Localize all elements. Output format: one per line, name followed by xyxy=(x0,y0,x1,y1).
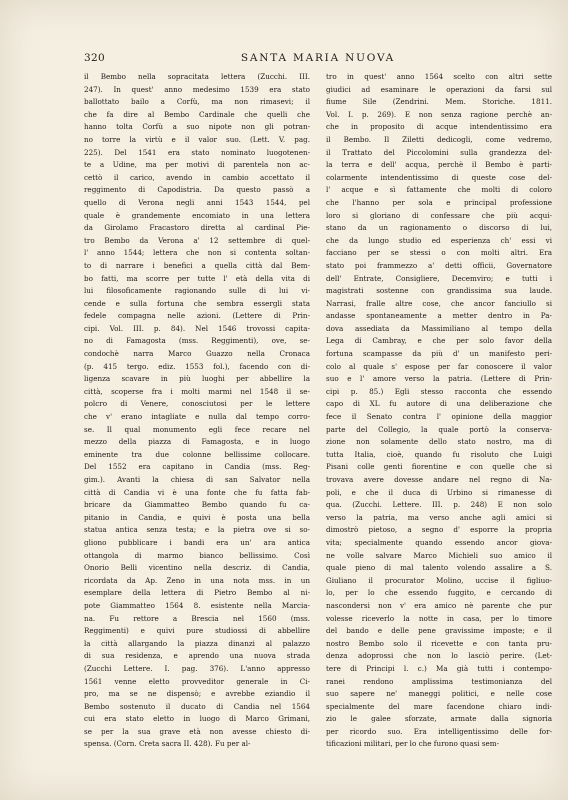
text-line: spensa. (Corn. Creta sacra II. 428). Fu per al- xyxy=(84,739,251,749)
text-line: bo fatti, ma scorre per tutte l' età della vita di xyxy=(84,273,310,283)
text-line: tificazioni militari, per lo che furono quasi sem- xyxy=(326,739,500,749)
text-line: la terra e dell' acqua, perchè il Bembo è parti- xyxy=(326,160,552,170)
text-line: eminente tra due colonne bellissime collocare. xyxy=(84,449,310,459)
text-line: 247). In quest' anno medesimo 1539 era stato xyxy=(84,84,310,94)
text-line: vita; specialmente quando essendo ancor giova- xyxy=(326,537,552,547)
text-line: trovava avere dovesse andare nel regno di Na- xyxy=(326,475,552,484)
text-line: fece il Senato contra l' opinione della maggior xyxy=(326,412,552,422)
text-line: il Bembo nella sopracitata lettera (Zucchi. III. xyxy=(84,72,310,81)
text-line: il Bembo. Il Ziletti dedicogli, come vedremo, xyxy=(326,134,552,144)
text-line: che da lungo studio ed esperienza ch' essi vi xyxy=(326,235,552,245)
text-line: stano da un ragionamento o discorso di lui, xyxy=(326,223,552,233)
text-line: nostro Bembo solo il ricevette e con tanta pru- xyxy=(326,638,552,648)
text-line: Pisani colle genti fiorentine e con quelle che si xyxy=(326,462,552,472)
text-line: fortuna scampasse da più d' un manifesto peri- xyxy=(326,349,552,359)
text-line: che in proposito di acque intendentissimo era xyxy=(326,122,552,132)
text-line: reggimento di Capodistria. Da questo passò a xyxy=(84,185,310,195)
text-line: da Girolamo Fracastoro diretta al cardinal Pie- xyxy=(84,223,310,233)
text-line: l' anno 1544; lettera che non si contenta soltan- xyxy=(84,248,310,258)
text-line: il Trattato del Piccolomini sulla grandezza del- xyxy=(326,147,552,157)
text-line: suo e l' amore verso la patria. (Lettere di Prin- xyxy=(326,374,552,384)
text-line: te a Udine, ma per motivi di parentela non ac- xyxy=(84,160,310,170)
text-line: cipi p. 85.) Egli stesso racconta che essendo xyxy=(326,386,552,396)
text-line: la città allargando la piazza dinanzi al palazzo xyxy=(84,638,310,648)
text-line: ranei rendono amplissima testimonianza del xyxy=(326,676,552,686)
text-line: no di Famagosta (mss. Reggimenti), ove, se- xyxy=(84,336,310,346)
running-title: SANTA MARIA NUOVA xyxy=(240,52,396,64)
text-line: se. Il qual monumento egli fece recare nel xyxy=(84,424,310,434)
text-line: capo di XL fu autore di una deliberazione che xyxy=(326,399,552,409)
text-line: dova assediata da Massimiliano al tempo della xyxy=(326,323,552,333)
text-line: tro in quest' anno 1564 scelto con altri sette xyxy=(326,72,552,81)
text-line: Lega di Cambray, e che per solo favor della xyxy=(326,336,552,346)
text-line: ne volle salvare Marco Michieli suo amico il xyxy=(326,550,552,560)
text-line: facciano per se stessi o con molti altri. Era xyxy=(326,248,552,258)
text-line: (p. 415 tergo. ediz. 1553 fol.), facendo con di- xyxy=(84,361,310,371)
text-line: di sua residenza, e aprendo una nuova strada xyxy=(84,651,310,661)
right-column xyxy=(326,71,552,751)
text-line: cui era stato eletto in luogo di Marco Grimani, xyxy=(84,714,310,724)
text-line: Del 1552 era capitano in Candia (mss. Reg- xyxy=(84,462,310,472)
text-line: Giuliano il procurator Molino, uccise il figliuo- xyxy=(326,575,552,585)
text-line: quale pieno di mal talento volendo assalire a S. xyxy=(326,563,552,573)
text-line: poli, e che il duca di Urbino si rimanesse di xyxy=(326,487,552,497)
text-line: se per la sua grave età non avesse chiesto di- xyxy=(84,726,310,736)
text-line: città, scoperse fra i molti marmi nel 1548 il se- xyxy=(84,386,310,396)
text-line: Reggimenti) e quivi pure studiossi di abbellire xyxy=(84,626,310,636)
text-line: statua antica senza testa; e la pietra ove si so- xyxy=(84,525,310,535)
text-line: gliono pubblicare i bandi era un' ara antica xyxy=(84,537,310,547)
text-line: dimostrò pietoso, a segno d' esporre la propria xyxy=(326,525,552,535)
text-line: città di Candia vi è una fonte che fu fatta fab- xyxy=(84,487,310,497)
text-line: denza adoprossi che non lo lasciò perire. (Let- xyxy=(326,651,552,661)
text-line: 1561 venne eletto provveditor generale in Ci- xyxy=(84,676,310,686)
text-line: lui filosoficamente ragionando sulle di lui vi- xyxy=(84,286,310,296)
text-line: stato poi frammezzo a' detti officii, Governatore xyxy=(326,260,552,270)
text-line: quello di Verona negli anni 1543 1544, pel xyxy=(84,197,310,207)
text-line: che v' erano intagliate e nulla dal tempo corro- xyxy=(84,412,310,422)
text-line: to di narrare i benefici a quella città dal Bem- xyxy=(84,260,310,270)
text-line: ballottato bailo a Corfù, ma non rimasevi; il xyxy=(84,97,310,107)
left-column xyxy=(84,71,310,751)
text-line: l' acque e sì fattamente che molti di coloro xyxy=(326,185,552,195)
text-line: polcro di Venere, conosciutosi per le lettere xyxy=(84,399,310,409)
text-line: dell' Entrate, Consigliere, Decemviro; e tutti i xyxy=(326,273,552,283)
text-line: nascondersi non v' era amico nè parente che pur xyxy=(326,600,552,610)
text-line: tere di Principi l. c.) Ma già tutti i contempo- xyxy=(326,663,552,673)
text-line: cettò il carico, avendo in cambio accettato il xyxy=(84,172,310,182)
text-line: loro si gloriano di confessare che più acqui- xyxy=(326,210,552,220)
text-line: (Zucchi Lettere. I. pag. 376). L'anno appresso xyxy=(84,663,310,673)
text-line: Bembo sostenuto il ducato di Candia nel 1564 xyxy=(84,701,310,711)
text-line: tro Bembo da Verona a' 12 settembre di quel- xyxy=(84,235,310,245)
text-line: bricare da Giammatteo Bembo quando fu ca- xyxy=(84,500,310,510)
text-line: pro, ma se ne dispensò; e avrebbe eziandio il xyxy=(84,689,310,699)
text-line: zione non solamente dello stato nostro, ma di xyxy=(326,437,552,447)
text-line: quale è grandemente encomiato in una lettera xyxy=(84,210,310,220)
text-line: esemplare della lettera di Pietro Bembo al ni- xyxy=(84,588,310,598)
text-line: fedele compagna nelle azioni. (Lettere di Prin- xyxy=(84,311,310,321)
text-line: no torre la virtù e il valor suo. (Lett. V. pag. xyxy=(84,134,310,144)
text-line: Onorio Belli vicentino nella descriz. di Candia, xyxy=(84,563,310,573)
text-line: cipi. Vol. III. p. 84). Nel 1546 trovossi capita- xyxy=(84,323,310,333)
text-line: ligenza scavare in più luoghi per abbellire la xyxy=(84,374,310,384)
text-line: colo al quale s' espose per far conoscere il valor xyxy=(326,361,552,371)
text-line: giudici ad esaminare le operazioni da farsi sul xyxy=(326,84,552,94)
text-line: cende e sulla fortuna che sembra essergli stata xyxy=(84,298,310,308)
text-line: pitanio in Candia, e quivi è posta una bella xyxy=(84,512,310,522)
text-line: fiume Sile (Zendrini. Mem. Storiche. 1811. xyxy=(326,97,552,107)
text-line: che fa dire al Bembo Cardinale che quelli che xyxy=(84,109,310,119)
text-line: colarmente intendentissimo di queste cose del- xyxy=(326,172,552,182)
text-line: per ricordo suo. Era intelligentissimo delle for- xyxy=(326,726,552,736)
text-line: Narrasi, fralle altre cose, che ancor fanciullo si xyxy=(326,298,552,308)
text-line: 225). Del 1541 era stato nominato luogotenen- xyxy=(84,147,310,157)
text-line: che l'hanno per sola e principal professione xyxy=(326,197,552,207)
text-line: condochè narra Marco Guazzo nella Cronaca xyxy=(84,349,310,359)
text-line: parte del Collegio, la quale portò la conserva- xyxy=(326,424,552,434)
page-number: 320 xyxy=(84,52,105,64)
text-line: del bando e delle pene gravissime imposte; e il xyxy=(326,626,552,636)
text-columns xyxy=(84,71,552,761)
text-line: qua. (Zucchi. Lettere. III. p. 248) E non solo xyxy=(326,500,552,510)
text-line: na. Fu rettore a Brescia nel 1560 (mss. xyxy=(84,613,310,623)
text-line: mezzo della piazza di Famagosta, e in luogo xyxy=(84,437,310,447)
text-line: Vol. I. p. 269). E non senza ragione perchè an- xyxy=(326,109,552,119)
text-line: specialmente del mare facendone chiaro indi- xyxy=(326,701,552,711)
text-line: pote Giammatteo 1564 8. esistente nella Marcia- xyxy=(84,600,310,610)
text-line: gim.). Avanti la chiesa di san Salvator nella xyxy=(84,475,310,484)
text-line: zio le galee sforzate, armate dalla signoria xyxy=(326,714,552,724)
text-line: hanno tolta Corfù a suo nipote non gli potran- xyxy=(84,122,310,132)
text-line: suo sapere ne' maneggi politici, e nelle cose xyxy=(326,689,552,699)
text-line: volesse riceverlo la notte in casa, per lo timore xyxy=(326,613,552,623)
page-header xyxy=(84,52,552,66)
text-line: ricordata da Ap. Zeno in una nota mss. in un xyxy=(84,575,310,585)
text-line: tutta Italia, cioè, quando fu risoluto che Luigi xyxy=(326,449,552,459)
text-line: andasse spontaneamente a metter dentro in Pa- xyxy=(326,311,552,321)
text-line: lo, per lo che essendo fuggito, e cercando di xyxy=(326,588,552,598)
text-line: ottangola di marmo bianco bellissimo. Così xyxy=(84,550,310,560)
text-line: verso la patria, ma verso anche agli amici si xyxy=(326,512,552,522)
text-line: magistrati sostenne con grandissima sua laude. xyxy=(326,286,552,296)
